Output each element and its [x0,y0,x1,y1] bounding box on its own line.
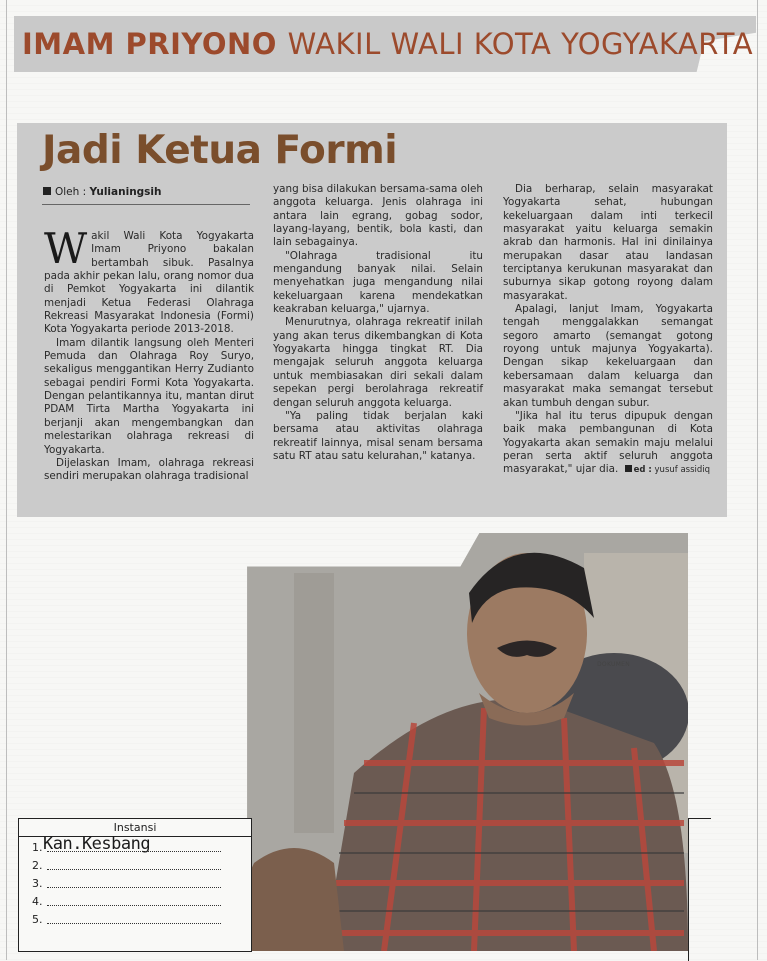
article-title: Jadi Ketua Formi [42,128,398,173]
headline-kicker [22,27,753,61]
paragraph: Dia berharap, selain masyarakat Yogyakarta sehat, hubungan kekeluargaan dalam inti terkecil masyarakat yaitu keluarga semakin akrab dan harmonis. Hal ini dinilainya merupakan dasar atau landasan terciptanya kerukunan masyarakat dan suburnya sikap gotong royong dalam masyarakat. [503,183,713,302]
article-column-3 [503,183,713,478]
row-number: 2. [32,859,43,872]
editor-tag: ed : yusuf assidiq [622,465,710,475]
row-number: 4. [32,895,43,908]
form-frame-right [688,818,711,961]
row-number: 5. [32,913,43,926]
form-row [19,891,251,909]
handwritten-entry: Kan.Kesbang [43,834,151,854]
paragraph: "Olahraga tradisional itu mengandung banyak nilai. Selain menyehatkan juga mengandung nilai kekeluargaan karena mendekatkan keakraban keluarga," ujarnya. [273,249,483,316]
paragraph: Wakil Wali Kota Yogyakarta Imam Priyono bakalan bertambah sibuk. Pasalnya pada akhir pekan lalu, orang nomor dua di Pemkot Yogyakarta ini dilantik menjadi Ketua Federasi Olahraga Rekreasi Masyarakat Indonesia (Formi) Kota Yogyakarta periode 2013-2018. [44,224,254,336]
form-row [19,909,251,927]
portrait-illustration [214,533,688,951]
paragraph: "Ya paling tidak berjalan kaki bersama atau aktivitas olahraga rekreatif lainnya, misal senam bersama satu RT atau satu kelurahan," katanya. [273,409,483,462]
byline-prefix: Oleh : [55,186,87,198]
dotted-line [47,905,221,906]
photo-credit: DOKUMEN [597,661,631,668]
byline-author: Yulianingsih [89,186,162,198]
bullet-square-icon [625,465,632,472]
byline-rule [42,204,250,205]
row-number: 3. [32,877,43,890]
headline-name: IMAM PRIYONO [22,27,277,61]
article-column-2 [273,183,483,463]
headline-position: WAKIL WALI KOTA YOGYAKARTA [287,27,754,61]
dropcap: W [44,224,88,273]
portrait-photo [214,533,688,951]
row-number: 1. [32,841,43,854]
form-row [19,834,251,855]
dotted-line [47,923,221,924]
paragraph: Apalagi, lanjut Imam, Yogyakarta tengah menggalakkan semangat segoro amarto (semangat gotong royong untuk majunya Yogyakarta). Dengan sikap kekeluargaan dan kebersamaan dalam keluarga dan masyarakat maka semangat tersebut akan tumbuh dengan subur. [503,303,713,409]
paragraph: Dijelaskan Imam, olahraga rekreasi sendiri merupakan olahraga tradisional [44,456,254,483]
paragraph: yang bisa dilakukan bersama-sama oleh anggota keluarga. Jenis olahraga ini antara lain egrang, gobag sodor, layang-layang, bentik, bola kasti, dan lain sebagainya. [273,183,483,249]
instansi-form [18,818,252,952]
paragraph: Imam dilantik langsung oleh Menteri Pemuda dan Olahraga Roy Suryo, sekaligus menggantikan Herry Zudianto sebagai pendiri Formi Kota Yogyakarta. Dengan pelantikannya itu, mantan dirut PDAM Tirta Martha Yogyakarta ini berjanji akan mengembangkan dan melestarikan olahraga rekreasi di Yogyakarta. [44,336,254,456]
article-column-1 [44,224,254,484]
paragraph: "Jika hal itu terus dipupuk dengan baik maka pembangunan di Kota Yogyakarta akan semakin maju melalui peran serta aktif seluruh anggota masyarakat," ujar dia. ed : yusuf assidiq [503,409,713,476]
page-margin-line [6,0,7,960]
dotted-line [47,887,221,888]
form-row [19,873,251,891]
form-row [19,855,251,873]
page-margin-line [757,0,758,960]
paragraph: Menurutnya, olahraga rekreatif inilah yang akan terus dikembangkan di Kota Yogyakarta hingga tingkat RT. Dia mengajak seluruh anggota keluarga untuk membiasakan diri sekali dalam sepekan pergi berolahraga rekreatif dengan seluruh anggota keluarga. [273,316,483,409]
byline [43,186,162,198]
dotted-line [47,869,221,870]
bullet-square-icon [43,187,51,195]
form-title: Instansi [19,819,251,837]
